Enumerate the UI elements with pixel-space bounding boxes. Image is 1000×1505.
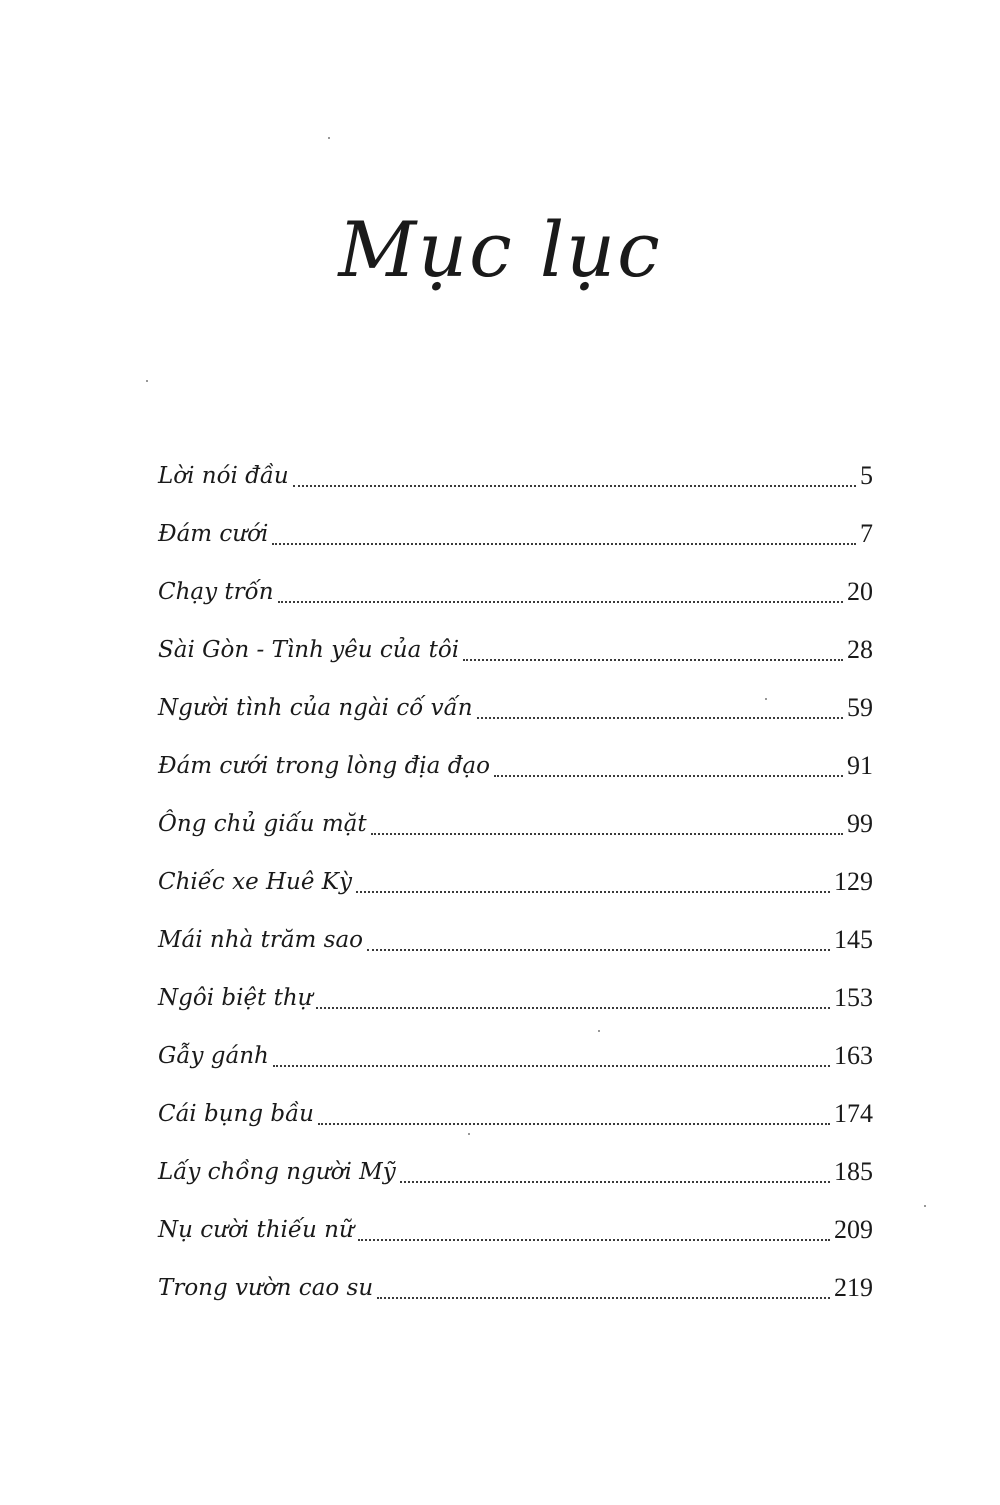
toc-entry-page: 163	[834, 1041, 873, 1070]
toc-entry	[158, 679, 873, 737]
toc-entry-title: Lời nói đầu	[158, 463, 289, 489]
toc-entry-page: 99	[847, 809, 873, 838]
dot-leader	[400, 1181, 830, 1183]
dot-leader	[272, 543, 856, 545]
dot-leader	[278, 601, 843, 603]
scan-speck	[924, 1205, 926, 1207]
toc-entry-page: 129	[834, 867, 873, 896]
toc-entry-page: 174	[834, 1099, 873, 1128]
toc-entry-page: 59	[847, 693, 873, 722]
toc-entry	[158, 563, 873, 621]
toc-entry-title: Sài Gòn - Tình yêu của tôi	[158, 637, 460, 663]
dot-leader	[477, 717, 843, 719]
toc-entry	[158, 1143, 873, 1201]
toc-entry-title: Chạy trốn	[158, 579, 274, 605]
toc-entry	[158, 1085, 873, 1143]
toc-entry-title: Nụ cười thiếu nữ	[158, 1217, 354, 1243]
toc-entry-page: 219	[834, 1273, 873, 1302]
toc-entry	[158, 795, 873, 853]
toc-entry-page: 20	[847, 577, 873, 606]
toc-entry-page: 7	[860, 519, 873, 548]
toc-entry-title: Mái nhà trăm sao	[158, 927, 364, 953]
dot-leader	[356, 891, 830, 893]
toc-entry	[158, 853, 873, 911]
table-of-contents	[158, 447, 873, 1317]
dot-leader	[367, 949, 830, 951]
toc-entry-title: Đám cưới trong lòng địa đạo	[158, 753, 490, 779]
dot-leader	[318, 1123, 830, 1125]
toc-entry	[158, 1027, 873, 1085]
dot-leader	[463, 659, 843, 661]
toc-entry-page: 145	[834, 925, 873, 954]
toc-entry-page: 28	[847, 635, 873, 664]
toc-entry-page: 153	[834, 983, 873, 1012]
toc-entry-title: Người tình của ngài cố vấn	[158, 695, 473, 721]
scan-speck	[328, 137, 330, 139]
toc-entry-title: Đám cưới	[158, 521, 269, 547]
scan-speck	[468, 1133, 470, 1135]
scan-speck	[146, 380, 148, 382]
toc-entry-title: Lấy chồng người Mỹ	[158, 1159, 396, 1185]
toc-entry	[158, 505, 873, 563]
toc-entry	[158, 621, 873, 679]
page-title: Mục lục	[338, 205, 662, 294]
dot-leader	[273, 1065, 830, 1067]
dot-leader	[377, 1297, 830, 1299]
dot-leader	[371, 833, 843, 835]
dot-leader	[494, 775, 843, 777]
toc-entry-page: 209	[834, 1215, 873, 1244]
dot-leader	[293, 485, 856, 487]
toc-entry	[158, 1201, 873, 1259]
toc-entry-title: Chiếc xe Huê Kỳ	[158, 869, 352, 895]
toc-entry	[158, 911, 873, 969]
toc-entry-page: 185	[834, 1157, 873, 1186]
toc-entry-title: Cái bụng bầu	[158, 1101, 314, 1127]
toc-entry	[158, 1259, 873, 1317]
scan-speck	[765, 698, 767, 700]
toc-entry	[158, 969, 873, 1027]
toc-entry	[158, 737, 873, 795]
dot-leader	[358, 1239, 830, 1241]
toc-entry-title: Ngôi biệt thự	[158, 985, 313, 1011]
toc-entry-page: 5	[860, 461, 873, 490]
dot-leader	[316, 1007, 830, 1009]
toc-entry-title: Trong vườn cao su	[158, 1275, 374, 1301]
toc-entry	[158, 447, 873, 505]
toc-entry-page: 91	[847, 751, 873, 780]
scan-speck	[598, 1030, 600, 1032]
toc-entry-title: Gẫy gánh	[158, 1043, 269, 1069]
toc-entry-title: Ông chủ giấu mặt	[158, 811, 367, 837]
